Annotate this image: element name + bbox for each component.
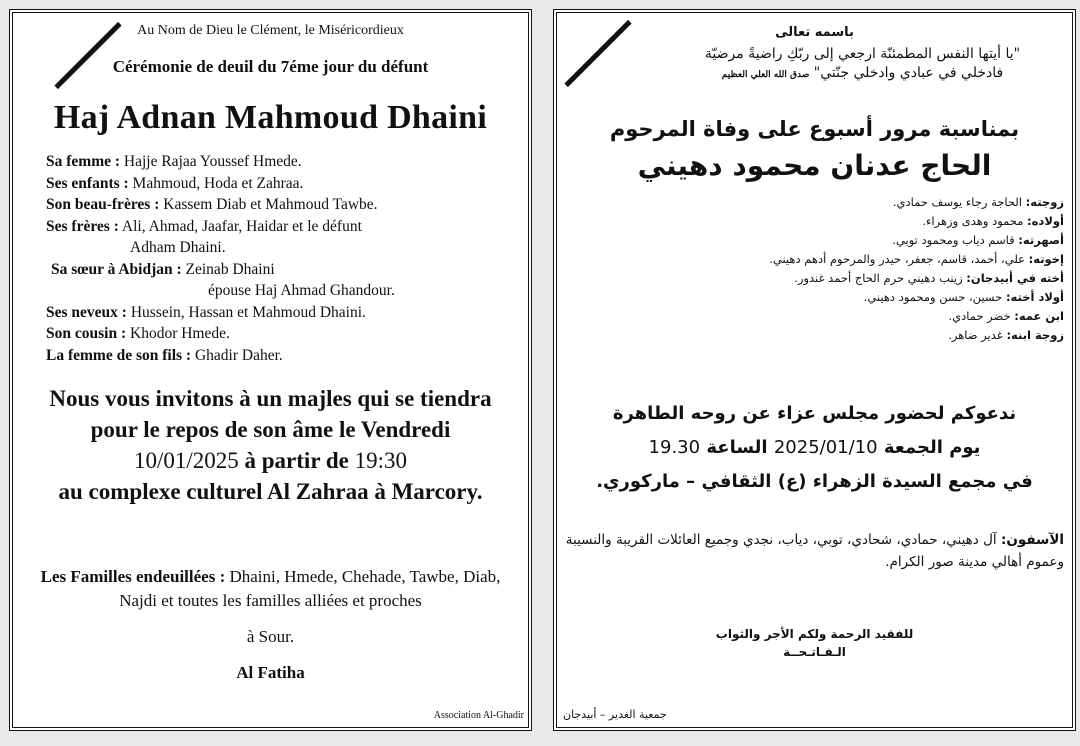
mourners-ar: الآسفون: آل دهيني، حمادي، شحادي، توبي، دياب، نجدي وجميع العائلات القريبة والنسيبة وعموم أهالي مدينة صور الكرام.	[565, 532, 1064, 570]
french-obituary-card	[9, 9, 532, 731]
relative-row: Ses enfants : Mahmoud, Hoda et Zahraa.	[46, 174, 304, 192]
relative-row: La femme de son fils : Ghadir Daher.	[46, 346, 283, 364]
relative-row: Sa sœur à Abidjan : Zeinab Dhaini	[51, 260, 275, 278]
relative-row: أولاده: محمود وهدى وزهراء.	[922, 214, 1064, 228]
basmala-ar: باسمه تعالى	[775, 25, 854, 40]
relative-row-continued: Adham Dhaini.	[130, 239, 226, 256]
deceased-name-fr: Haj Adnan Mahmoud Dhaini	[53, 99, 488, 136]
fatiha-fr: Al Fatiha	[236, 663, 305, 682]
relative-row: Son cousin : Khodor Hmede.	[46, 325, 230, 342]
relative-row: Sa femme : Hajje Rajaa Youssef Hmede.	[46, 153, 302, 170]
invitation-ar: ندعوكم لحضور مجلس عزاء عن روحه الطاهرة يوم الجمعة 2025/01/10 الساعة 19.30 في مجمع السيدة الزهراء (ع) الثقافي – ماركوري.	[596, 403, 1033, 492]
relative-row: Son beau-frères : Kassem Diab et Mahmoud Tawbe.	[46, 196, 378, 213]
occasion-ar: بمناسبة مرور أسبوع على وفاة المرحوم	[609, 117, 1020, 141]
relatives-list-ar	[769, 193, 1064, 345]
arabic-obituary-card	[553, 9, 1076, 731]
relative-row-continued: épouse Haj Ahmad Ghandour.	[208, 282, 395, 299]
association-ar: جمعية الغدير – أبيدجان	[563, 708, 667, 721]
relatives-list-fr	[46, 151, 395, 366]
ceremony-title-fr: Cérémonie de deuil du 7éme jour du défunt	[112, 57, 429, 76]
basmala-fr: Au Nom de Dieu le Clément, le Miséricordieux	[137, 23, 404, 38]
relative-row: زوجة ابنه: غدير ضاهر.	[948, 328, 1064, 342]
relative-row: إخوته: علي، أحمد، قاسم، جعفر، حيدر والمرحوم أدهم دهيني.	[769, 252, 1064, 266]
association-fr: Association Al-Ghadir	[433, 710, 524, 721]
relative-row: أصهرته: قاسم دياب ومحمود توبي.	[892, 233, 1064, 247]
invitation-fr: Nous vous invitons à un majles qui se tiendra pour le repos de son âme le Vendredi 10/01/2025 à partir de 19:30 au complexe culturel Al Zahraa à Marcory.	[49, 386, 492, 504]
mercy-ar: للفقيد الرحمة ولكم الأجر والثواب الـفـاتـحــة	[715, 627, 914, 659]
quran-verse: "يا أيتها النفس المطمئنّة ارجعي إلى ربّكِ راضيةً مرضيّة فادخلي في عبادي وادخلي جنّتي" صدق الله العلي العظيم	[704, 46, 1021, 81]
relative-row: Ses neveux : Hussein, Hassan et Mahmoud Dhaini.	[46, 303, 366, 321]
relative-row: أخته في أبيدجان: زينب دهيني حرم الحاج أحمد غندور.	[794, 271, 1064, 285]
sour-fr: à Sour.	[246, 627, 295, 646]
deceased-name-ar: الحاج عدنان محمود دهيني	[637, 149, 992, 182]
relative-row: Ses frères : Ali, Ahmad, Jaafar, Haidar et le défunt	[46, 217, 362, 235]
relative-row: أولاد أخته: حسين، حسن ومحمود دهيني.	[863, 290, 1064, 304]
families-fr: Les Familles endeuillées : Dhaini, Hmede, Chehade, Tawbe, Diab, Najdi et toutes les familles alliées et proches	[40, 567, 501, 610]
relative-row: ابن عمه: خضر حمادي.	[948, 309, 1064, 323]
relative-row: زوجته: الحاجة رجاء يوسف حمادي.	[892, 195, 1064, 209]
